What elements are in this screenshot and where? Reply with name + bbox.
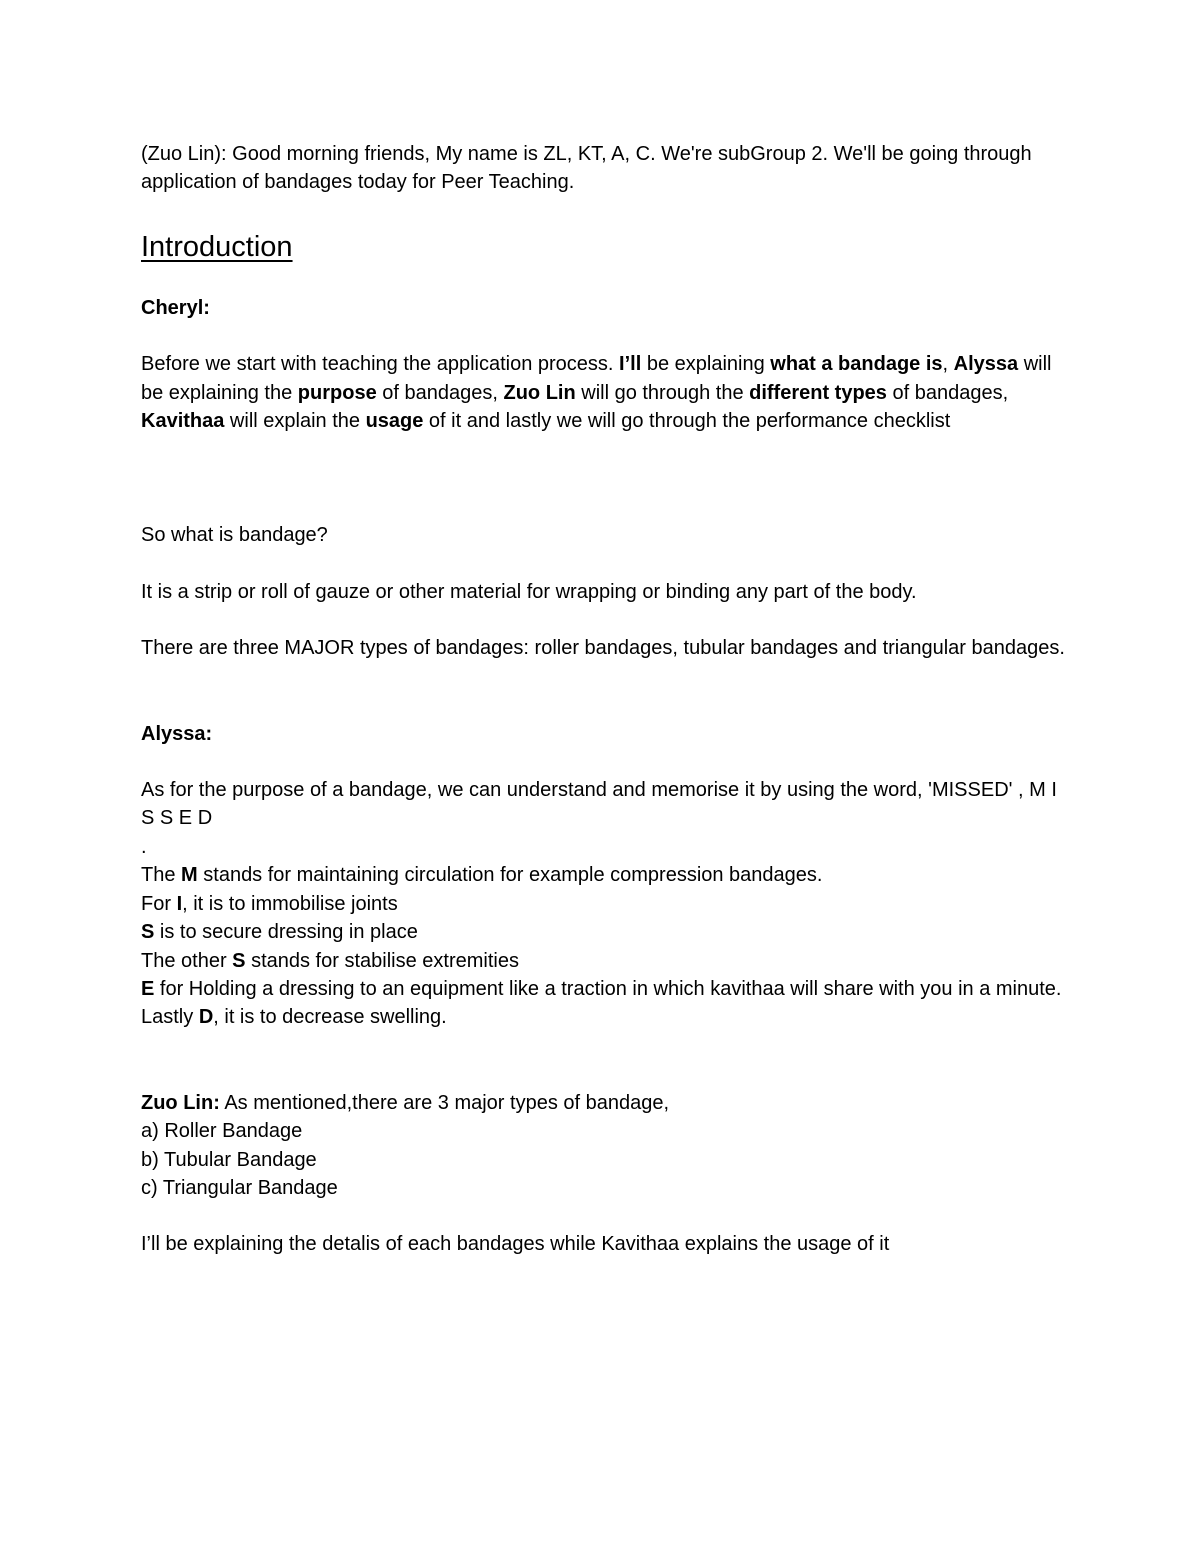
dot-line: .: [141, 835, 147, 858]
speaker-cheryl: Cheryl:: [141, 296, 210, 319]
types-paragraph: There are three MAJOR types of bandages: roller bandages, tubular bandages and triangular bandages.: [141, 637, 1065, 660]
closing-paragraph: I’ll be explaining the detalis of each bandages while Kavithaa explains the usage of it: [141, 1233, 890, 1256]
zuolin-intro-line: Zuo Lin: As mentioned,there are 3 major types of bandage,: [141, 1091, 670, 1114]
list-item: b) Tubular Bandage: [141, 1148, 317, 1171]
missed-s1-line: S is to secure dressing in place: [141, 921, 418, 944]
alyssa-intro-paragraph: As for the purpose of a bandage, we can understand and memorise it by using the word, 'MISSED' , M I S S E D: [141, 779, 1057, 830]
opening-paragraph: (Zuo Lin): Good morning friends, My name is ZL, KT, A, C. We're subGroup 2. We'll be going through application of bandages today for Peer Teaching.: [141, 143, 1032, 194]
missed-i-line: For I, it is to immobilise joints: [141, 892, 398, 915]
cheryl-intro-paragraph: Before we start with teaching the application process. I’ll be explaining what a bandage is, Alyssa will be explaining the purpose of bandages, Zuo Lin will go through the different types of bandages, Kavithaa will explain the usage of it and lastly we will go through the performance checklist: [141, 353, 1052, 433]
missed-s2-line: The other S stands for stabilise extremities: [141, 949, 519, 972]
question-line: So what is bandage?: [141, 524, 328, 547]
missed-m-line: The M stands for maintaining circulation for example compression bandages.: [141, 864, 823, 887]
list-item: a) Roller Bandage: [141, 1120, 303, 1143]
missed-d-line: Lastly D, it is to decrease swelling.: [141, 1006, 447, 1029]
list-item: c) Triangular Bandage: [141, 1176, 338, 1199]
definition-paragraph: It is a strip or roll of gauze or other material for wrapping or binding any part of the body.: [141, 580, 917, 603]
speaker-alyssa: Alyssa:: [141, 722, 213, 745]
missed-e-line: E for Holding a dressing to an equipment like a traction in which kavithaa will share with you in a minute.: [141, 977, 1062, 1000]
section-heading: Introduction: [141, 230, 293, 263]
document-body: [141, 140, 1071, 1259]
